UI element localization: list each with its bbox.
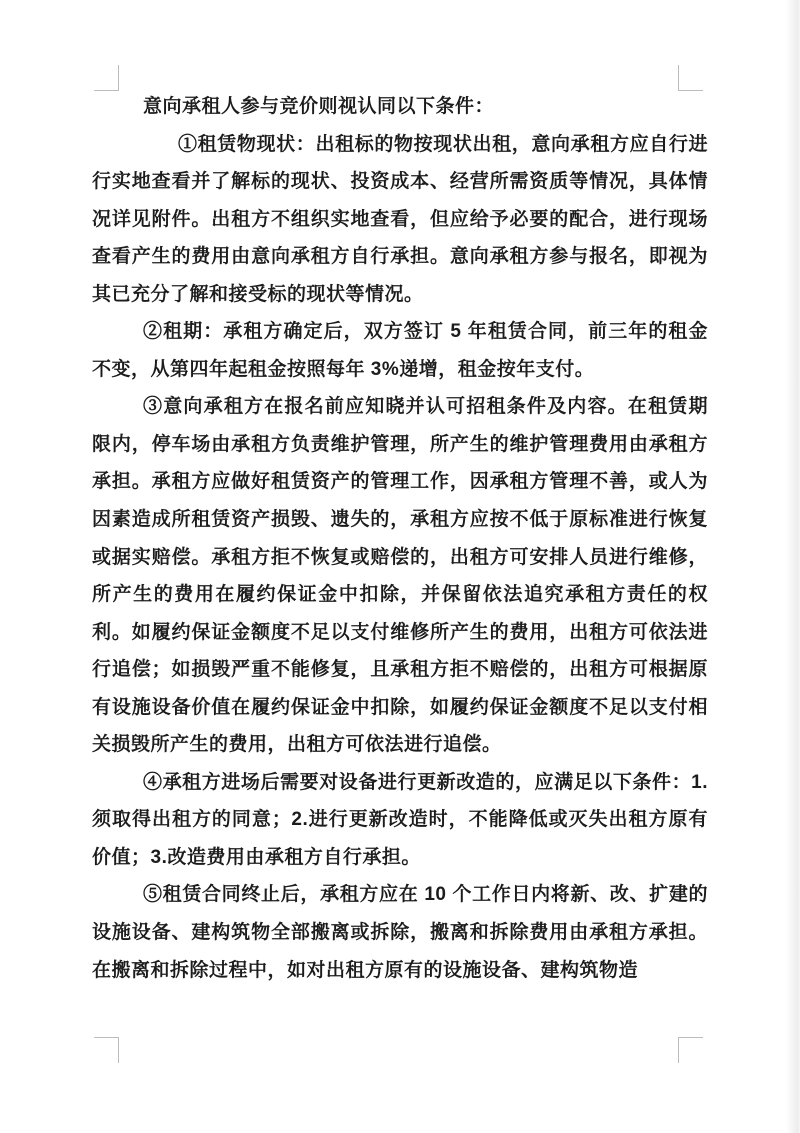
crop-mark-bottom-right <box>678 1037 703 1063</box>
page-edge-shadow <box>786 0 800 1133</box>
crop-mark-bottom-left <box>94 1037 119 1063</box>
paragraph-item-4: ④承租方进场后需要对设备进行更新改造的，应满足以下条件：1.须取得出租方的同意；2.进行更新改造时，不能降低或灭失出租方原有价值；3.改造费用由承租方自行承担。 <box>92 771 708 868</box>
paragraph-item-5: ⑤租赁合同终止后，承租方应在 10 个工作日内将新、改、扩建的设施设备、建构筑物全部搬离或拆除，搬离和拆除费用由承租方承担。在搬离和拆除过程中，如对出租方原有的设施设备、建构筑物造 <box>92 884 708 981</box>
paragraph-intro: 意向承租人参与竞价则视认同以下条件： <box>143 96 495 117</box>
document-body <box>92 88 708 989</box>
paragraph-item-3: ③意向承租方在报名前应知晓并认可招租条件及内容。在租赁期限内，停车场由承租方负责维护管理，所产生的维护管理费用由承租方承担。承租方应做好租赁资产的管理工作，因承租方管理不善，或人为因素造成所租赁资产损毁、遗失的，承租方应按不低于原标准进行恢复或据实赔偿。承租方拒不恢复或赔偿的，出租方可安排人员进行维修，所产生的费用在履约保证金中扣除，并保留依法追究承租方责任的权利。如履约保证金额度不足以支付维修所产生的费用，出租方可依法进行追偿；如损毁严重不能修复，且承租方拒不赔偿的，出租方可根据原有设施设备价值在履约保证金中扣除，如履约保证金额度不足以支付相关损毁所产生的费用，出租方可依法进行追偿。 <box>92 396 708 756</box>
paragraph-item-1: ①租赁物现状：出租标的物按现状出租，意向承租方应自行进行实地查看并了解标的现状、投资成本、经营所需资质等情况，具体情况详见附件。出租方不组织实地查看，但应给予必要的配合，进行现场查看产生的费用由意向承租方自行承担。意向承租方参与报名，即视为其已充分了解和接受标的现状等情况。 <box>92 133 708 305</box>
paragraph-item-2: ②租期：承租方确定后，双方签订 5 年租赁合同，前三年的租金不变，从第四年起租金按照每年 3%递增，租金按年支付。 <box>92 321 708 380</box>
